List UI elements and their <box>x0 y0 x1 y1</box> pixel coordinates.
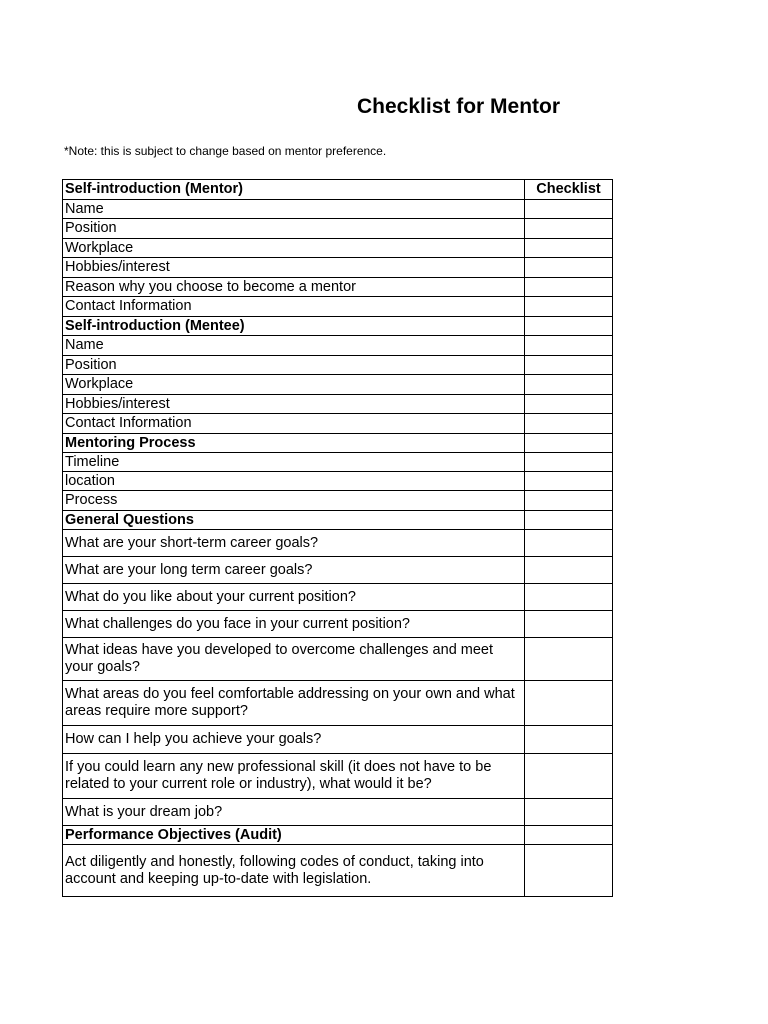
checklist-checkbox-cell[interactable] <box>525 584 613 611</box>
checklist-checkbox-cell[interactable] <box>525 472 613 491</box>
checklist-checkbox-cell[interactable] <box>525 511 613 530</box>
checklist-item-text: Process <box>63 491 525 511</box>
table-row <box>63 845 613 897</box>
header-checklist-cell: Checklist <box>525 180 613 200</box>
checklist-body <box>63 180 613 897</box>
section-row <box>63 826 613 845</box>
checklist-item-text: Workplace <box>63 375 525 395</box>
checklist-item-text: What do you like about your current position? <box>63 584 525 611</box>
section-row <box>63 434 613 453</box>
checklist-checkbox-cell[interactable] <box>525 200 613 219</box>
table-row <box>63 611 613 638</box>
checklist-checkbox-cell[interactable] <box>525 557 613 584</box>
checklist-item-text: Name <box>63 336 525 356</box>
table-row <box>63 336 613 356</box>
table-header-row <box>63 180 613 200</box>
checklist-item-text: Hobbies/interest <box>63 258 525 278</box>
table-row <box>63 453 613 472</box>
checklist-checkbox-cell[interactable] <box>525 826 613 845</box>
checklist-checkbox-cell[interactable] <box>525 297 613 317</box>
checklist-item-text: What ideas have you developed to overcome challenges and meet your goals? <box>63 638 525 681</box>
checklist-checkbox-cell[interactable] <box>525 258 613 278</box>
table-row <box>63 491 613 511</box>
checklist-checkbox-cell[interactable] <box>525 726 613 754</box>
checklist-item-text: What challenges do you face in your current position? <box>63 611 525 638</box>
checklist-checkbox-cell[interactable] <box>525 239 613 258</box>
checklist-item-text: If you could learn any new professional skill (it does not have to be related to your current role or industry), what would it be? <box>63 754 525 799</box>
section-heading: General Questions <box>63 511 525 530</box>
checklist-checkbox-cell[interactable] <box>525 453 613 472</box>
table-row <box>63 219 613 239</box>
checklist-item-text: Contact Information <box>63 297 525 317</box>
header-item-cell: Self-introduction (Mentor) <box>63 180 525 200</box>
table-row <box>63 530 613 557</box>
checklist-item-text: Timeline <box>63 453 525 472</box>
checklist-checkbox-cell[interactable] <box>525 638 613 681</box>
table-row <box>63 726 613 754</box>
checklist-item-text: What are your long term career goals? <box>63 557 525 584</box>
checklist-checkbox-cell[interactable] <box>525 845 613 897</box>
checklist-checkbox-cell[interactable] <box>525 434 613 453</box>
table-row <box>63 297 613 317</box>
checklist-checkbox-cell[interactable] <box>525 754 613 799</box>
checklist-checkbox-cell[interactable] <box>525 278 613 297</box>
section-row <box>63 511 613 530</box>
checklist-checkbox-cell[interactable] <box>525 317 613 336</box>
section-row <box>63 317 613 336</box>
checklist-item-text: What is your dream job? <box>63 799 525 826</box>
checklist-checkbox-cell[interactable] <box>525 681 613 726</box>
table-row <box>63 375 613 395</box>
checklist-item-text: What areas do you feel comfortable addressing on your own and what areas require more support? <box>63 681 525 726</box>
table-row <box>63 395 613 414</box>
checklist-checkbox-cell[interactable] <box>525 611 613 638</box>
checklist-checkbox-cell[interactable] <box>525 219 613 239</box>
checklist-item-text: Act diligently and honestly, following codes of conduct, taking into account and keeping up-to-date with legislation. <box>63 845 525 897</box>
checklist-checkbox-cell[interactable] <box>525 799 613 826</box>
checklist-item-text: How can I help you achieve your goals? <box>63 726 525 754</box>
checklist-checkbox-cell[interactable] <box>525 491 613 511</box>
table-row <box>63 239 613 258</box>
section-heading: Self-introduction (Mentee) <box>63 317 525 336</box>
table-row <box>63 472 613 491</box>
table-row <box>63 638 613 681</box>
table-row <box>63 799 613 826</box>
section-heading: Performance Objectives (Audit) <box>63 826 525 845</box>
checklist-table <box>62 179 613 897</box>
checklist-checkbox-cell[interactable] <box>525 336 613 356</box>
table-row <box>63 200 613 219</box>
table-row <box>63 278 613 297</box>
checklist-item-text: location <box>63 472 525 491</box>
checklist-item-text: Reason why you choose to become a mentor <box>63 278 525 297</box>
checklist-checkbox-cell[interactable] <box>525 530 613 557</box>
table-row <box>63 584 613 611</box>
note-text: *Note: this is subject to change based on mentor preference. <box>64 144 387 158</box>
checklist-checkbox-cell[interactable] <box>525 375 613 395</box>
checklist-item-text: Contact Information <box>63 414 525 434</box>
checklist-checkbox-cell[interactable] <box>525 395 613 414</box>
table-row <box>63 681 613 726</box>
checklist-item-text: Position <box>63 219 525 239</box>
checklist-item-text: Workplace <box>63 239 525 258</box>
table-row <box>63 356 613 375</box>
checklist-checkbox-cell[interactable] <box>525 414 613 434</box>
section-heading: Mentoring Process <box>63 434 525 453</box>
table-row <box>63 258 613 278</box>
checklist-item-text: Hobbies/interest <box>63 395 525 414</box>
checklist-item-text: What are your short-term career goals? <box>63 530 525 557</box>
checklist-item-text: Name <box>63 200 525 219</box>
table-row <box>63 414 613 434</box>
checklist-checkbox-cell[interactable] <box>525 356 613 375</box>
page-title: Checklist for Mentor <box>357 95 561 118</box>
table-row <box>63 557 613 584</box>
checklist-item-text: Position <box>63 356 525 375</box>
table-row <box>63 754 613 799</box>
